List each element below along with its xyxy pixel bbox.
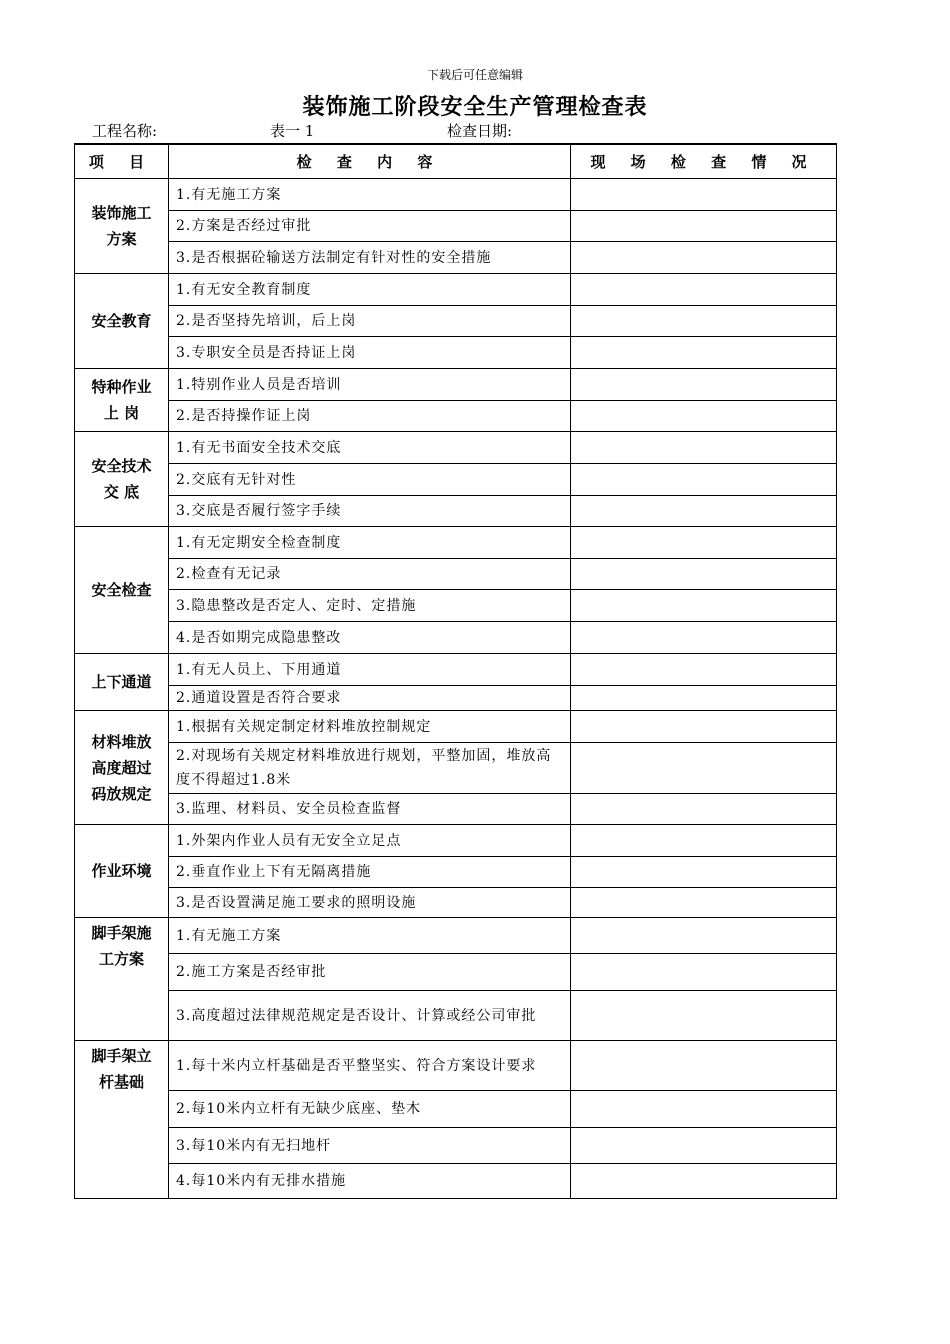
section-name bbox=[75, 179, 169, 274]
table-row bbox=[75, 432, 837, 464]
check-item: 2.方案是否经过审批 bbox=[169, 211, 571, 242]
inspection-result-cell[interactable] bbox=[571, 211, 837, 242]
section-name-line: 杆基础 bbox=[98, 1073, 144, 1091]
table-row bbox=[75, 211, 837, 242]
table-number: 表一 1 bbox=[270, 122, 315, 140]
table-row bbox=[75, 1128, 837, 1164]
page-title: 装饰施工阶段安全生产管理检查表 bbox=[302, 94, 648, 120]
column-header-result: 现 场 检 查 情 况 bbox=[571, 144, 837, 179]
check-item: 2.是否持操作证上岗 bbox=[169, 401, 571, 432]
table-row bbox=[75, 274, 837, 306]
table-row bbox=[75, 991, 837, 1041]
check-item: 3.交底是否履行签字手续 bbox=[169, 496, 571, 527]
table-row bbox=[75, 559, 837, 590]
check-item: 2.检查有无记录 bbox=[169, 559, 571, 590]
check-item: 3.每10米内有无扫地杆 bbox=[169, 1128, 571, 1164]
section-name-line: 高度超过 bbox=[91, 758, 152, 777]
check-item: 1.有无施工方案 bbox=[169, 179, 571, 211]
inspection-result-cell[interactable] bbox=[571, 918, 837, 954]
check-item: 1.每十米内立杆基础是否平整坚实、符合方案设计要求 bbox=[169, 1041, 571, 1091]
inspection-result-cell[interactable] bbox=[571, 306, 837, 337]
check-item: 1.有无施工方案 bbox=[169, 918, 571, 954]
section-name bbox=[75, 711, 169, 825]
check-item: 1.有无人员上、下用通道 bbox=[169, 654, 571, 686]
inspection-result-cell[interactable] bbox=[571, 559, 837, 590]
check-item: 4.每10米内有无排水措施 bbox=[169, 1164, 571, 1199]
section-name bbox=[75, 654, 169, 711]
check-item: 3.是否根据砼输送方法制定有针对性的安全措施 bbox=[169, 242, 571, 274]
inspection-result-cell[interactable] bbox=[571, 337, 837, 369]
check-item: 1.外架内作业人员有无安全立足点 bbox=[169, 825, 571, 857]
check-item: 3.高度超过法律规范规定是否设计、计算或经公司审批 bbox=[169, 991, 571, 1041]
table-row bbox=[75, 1091, 837, 1128]
inspection-result-cell[interactable] bbox=[571, 794, 837, 825]
section-name bbox=[75, 918, 169, 1041]
inspection-result-cell[interactable] bbox=[571, 654, 837, 686]
inspection-result-cell[interactable] bbox=[571, 242, 837, 274]
section-name-line: 脚手架立 bbox=[91, 1047, 152, 1065]
table-row bbox=[75, 954, 837, 991]
inspection-result-cell[interactable] bbox=[571, 590, 837, 622]
table-row bbox=[75, 179, 837, 211]
inspection-result-cell[interactable] bbox=[571, 622, 837, 654]
table-row bbox=[75, 622, 837, 654]
inspection-result-cell[interactable] bbox=[571, 432, 837, 464]
column-header-item: 项 目 bbox=[75, 144, 169, 179]
check-item: 2.是否坚持先培训，后上岗 bbox=[169, 306, 571, 337]
table-row bbox=[75, 464, 837, 496]
section-name-line: 上 岗 bbox=[103, 404, 140, 422]
check-item: 2.对现场有关规定材料堆放进行规划，平整加固，堆放高度不得超过1.8米 bbox=[169, 743, 571, 794]
table-row bbox=[75, 590, 837, 622]
table-row bbox=[75, 825, 837, 857]
inspection-result-cell[interactable] bbox=[571, 527, 837, 559]
inspection-result-cell[interactable] bbox=[571, 1128, 837, 1164]
inspection-result-cell[interactable] bbox=[571, 711, 837, 743]
check-item: 2.施工方案是否经审批 bbox=[169, 954, 571, 991]
section-name-line: 方案 bbox=[106, 230, 137, 248]
section-name bbox=[75, 1041, 169, 1199]
table-row bbox=[75, 242, 837, 274]
section-name bbox=[75, 432, 169, 527]
check-item: 2.通道设置是否符合要求 bbox=[169, 686, 571, 711]
table-row bbox=[75, 857, 837, 888]
inspection-result-cell[interactable] bbox=[571, 743, 837, 794]
header-row bbox=[75, 144, 837, 179]
check-item: 1.特别作业人员是否培训 bbox=[169, 369, 571, 401]
section-name bbox=[75, 274, 169, 369]
section-name bbox=[75, 527, 169, 654]
check-item: 4.是否如期完成隐患整改 bbox=[169, 622, 571, 654]
table-row bbox=[75, 527, 837, 559]
inspection-result-cell[interactable] bbox=[571, 1041, 837, 1091]
table-row bbox=[75, 743, 837, 794]
inspection-result-cell[interactable] bbox=[571, 369, 837, 401]
check-item: 3.专职安全员是否持证上岗 bbox=[169, 337, 571, 369]
check-item: 1.有无安全教育制度 bbox=[169, 274, 571, 306]
inspection-result-cell[interactable] bbox=[571, 991, 837, 1041]
table-row bbox=[75, 1164, 837, 1199]
section-name bbox=[75, 825, 169, 918]
inspection-result-cell[interactable] bbox=[571, 686, 837, 711]
section-name-line: 材料堆放 bbox=[91, 732, 152, 751]
section-name-line: 上下通道 bbox=[91, 673, 152, 691]
table-row bbox=[75, 918, 837, 954]
table-row bbox=[75, 306, 837, 337]
column-header-content: 检 查 内 容 bbox=[169, 144, 571, 179]
section-name-line: 装饰施工 bbox=[91, 204, 152, 222]
check-item: 3.是否设置满足施工要求的照明设施 bbox=[169, 888, 571, 918]
check-item: 1.有无定期安全检查制度 bbox=[169, 527, 571, 559]
project-name-label: 工程名称: bbox=[92, 122, 158, 140]
check-date-label: 检查日期: bbox=[447, 122, 513, 140]
inspection-result-cell[interactable] bbox=[571, 1164, 837, 1199]
inspection-result-cell[interactable] bbox=[571, 954, 837, 991]
table-row bbox=[75, 369, 837, 401]
check-item: 2.每10米内立杆有无缺少底座、垫木 bbox=[169, 1091, 571, 1128]
section-name-line: 安全技术 bbox=[91, 457, 152, 475]
section-name-line: 安全检查 bbox=[91, 581, 152, 599]
inspection-result-cell[interactable] bbox=[571, 888, 837, 918]
table-row bbox=[75, 711, 837, 743]
section-name bbox=[75, 369, 169, 432]
table-row bbox=[75, 1041, 837, 1091]
table-row bbox=[75, 337, 837, 369]
header-note: 下载后可任意编辑 bbox=[426, 68, 523, 82]
inspection-result-cell[interactable] bbox=[571, 274, 837, 306]
table-row bbox=[75, 888, 837, 918]
inspection-result-cell[interactable] bbox=[571, 857, 837, 888]
inspection-result-cell[interactable] bbox=[571, 464, 837, 496]
section-name-line: 脚手架施 bbox=[91, 924, 152, 942]
check-item: 2.垂直作业上下有无隔离措施 bbox=[169, 857, 571, 888]
section-name-line: 安全教育 bbox=[91, 312, 152, 330]
section-name-line: 作业环境 bbox=[91, 862, 152, 880]
table-row bbox=[75, 654, 837, 686]
inspection-result-cell[interactable] bbox=[571, 179, 837, 211]
inspection-result-cell[interactable] bbox=[571, 825, 837, 857]
table-row bbox=[75, 686, 837, 711]
inspection-rows bbox=[75, 179, 837, 1199]
inspection-table bbox=[74, 143, 837, 1199]
section-name-line: 工方案 bbox=[98, 950, 144, 968]
inspection-result-cell[interactable] bbox=[571, 1091, 837, 1128]
check-item: 1.根据有关规定制定材料堆放控制规定 bbox=[169, 711, 571, 743]
section-name-line: 特种作业 bbox=[91, 378, 152, 396]
check-item: 3.隐患整改是否定人、定时、定措施 bbox=[169, 590, 571, 622]
section-name-line: 码放规定 bbox=[91, 784, 152, 803]
check-item: 3.监理、材料员、安全员检查监督 bbox=[169, 794, 571, 825]
table-row bbox=[75, 794, 837, 825]
table-row bbox=[75, 401, 837, 432]
check-item: 1.有无书面安全技术交底 bbox=[169, 432, 571, 464]
check-item: 2.交底有无针对性 bbox=[169, 464, 571, 496]
table-row bbox=[75, 496, 837, 527]
section-name-line: 交 底 bbox=[103, 483, 140, 501]
inspection-result-cell[interactable] bbox=[571, 496, 837, 527]
inspection-result-cell[interactable] bbox=[571, 401, 837, 432]
